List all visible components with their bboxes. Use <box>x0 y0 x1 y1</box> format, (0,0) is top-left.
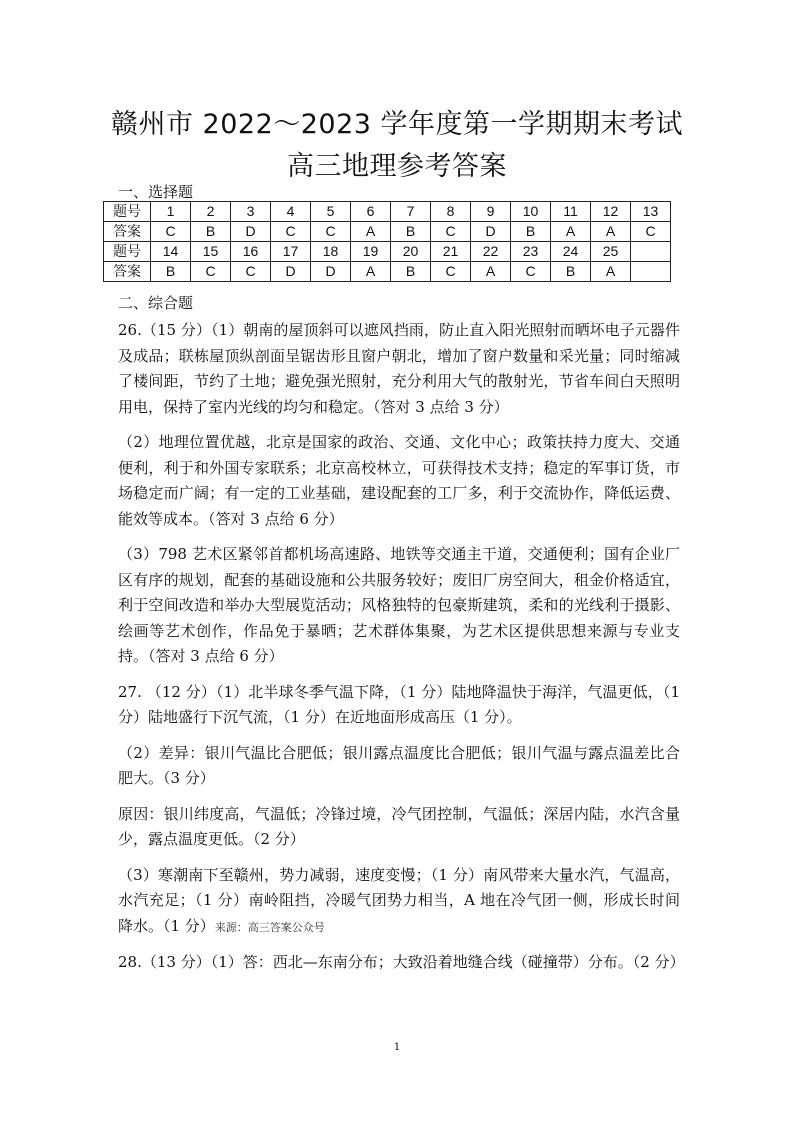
table-cell: C <box>151 222 191 242</box>
table-cell: 20 <box>391 242 431 262</box>
table-cell: B <box>511 222 551 242</box>
table-row <box>104 222 671 242</box>
table-cell: 3 <box>231 202 271 222</box>
table-cell: 7 <box>391 202 431 222</box>
table-cell: 19 <box>351 242 391 262</box>
table-cell: A <box>471 262 511 282</box>
table-cell: 18 <box>311 242 351 262</box>
answer-q27-part3 <box>118 863 680 941</box>
table-cell: 11 <box>551 202 591 222</box>
table-cell: 13 <box>631 202 671 222</box>
table-cell: 8 <box>431 202 471 222</box>
table-cell <box>631 242 671 262</box>
table-cell: D <box>231 222 271 242</box>
table-cell: B <box>151 262 191 282</box>
table-cell: 16 <box>231 242 271 262</box>
section-heading-comprehensive: 二、综合题 <box>118 294 194 312</box>
table-cell: B <box>391 262 431 282</box>
answer-q26-part1: 26.（15 分）（1）朝南的屋顶斜可以遮风挡雨，防止直入阳光照射而晒坏电子元器件及成品；联栋屋顶纵剖面呈锯齿形且窗户朝北，增加了窗户数量和采光量；同时缩减了楼间距，节约了土地；避免强光照射，充分利用大气的散射光，节省车间白天照明用电，保持了室内光线的均匀和稳定。（答对 3 点给 3 分） <box>118 321 680 416</box>
section-heading-choice: 一、选择题 <box>118 183 194 201</box>
table-cell: 1 <box>151 202 191 222</box>
table-cell: D <box>271 262 311 282</box>
table-cell <box>631 262 671 282</box>
table-cell: A <box>551 222 591 242</box>
row-header: 题号 <box>104 242 151 262</box>
table-cell: A <box>351 222 391 242</box>
table-cell: 15 <box>191 242 231 262</box>
table-cell: D <box>471 222 511 242</box>
table-cell: 12 <box>591 202 631 222</box>
row-header: 答案 <box>104 222 151 242</box>
table-cell: 10 <box>511 202 551 222</box>
answer-key-title: 高三地理参考答案 <box>287 151 507 182</box>
table-cell: 24 <box>551 242 591 262</box>
table-cell: D <box>311 262 351 282</box>
table-cell: 5 <box>311 202 351 222</box>
table-cell: A <box>591 262 631 282</box>
answer-q26-part2: （2）地理位置优越，北京是国家的政治、交通、文化中心；政策扶持力度大、交通便利，利于和外国专家联系；北京高校林立，可获得技术支持；稳定的军事订货，市场稳定而广阔；有一定的工业基础，建设配套的工厂多，利于交流协作，降低运费、能效等成本。（答对 3 点给 6 分） <box>118 433 680 528</box>
table-row <box>104 202 671 222</box>
exam-title: 赣州市 2022～2023 学年度第一学期期末考试 <box>110 109 684 140</box>
answer-q27-part2-reason: 原因：银川纬度高，气温低；冷锋过境，冷气团控制，气温低；深居内陆，水汽含量少，露点温度更低。（2 分） <box>118 804 680 848</box>
table-cell: C <box>231 262 271 282</box>
source-note: 来源：高三答案公众号 <box>214 920 325 934</box>
answer-q27-part1: 27. （12 分）（1）北半球冬季气温下降，（1 分）陆地降温快于海洋，气温更低，（1 分）陆地盛行下沉气流，（1 分）在近地面形成高压（1 分）。 <box>118 682 680 726</box>
answer-q26-part3: （3）798 艺术区紧邻首都机场高速路、地铁等交通主干道，交通便利；国有企业厂区有序的规划，配套的基础设施和公共服务较好；废旧厂房空间大，租金价格适宜，利于空间改造和举办大型展览活动；风格独特的包豪斯建筑，柔和的光线利于摄影、绘画等艺术创作，作品免于暴晒；艺术群体集聚，为艺术区提供思想来源与专业支持。（答对 3 点给 6 分） <box>118 545 680 665</box>
table-cell: 14 <box>151 242 191 262</box>
table-cell: B <box>551 262 591 282</box>
table-cell: A <box>591 222 631 242</box>
table-cell: C <box>431 262 471 282</box>
table-cell: 21 <box>431 242 471 262</box>
table-cell: 2 <box>191 202 231 222</box>
table-cell: C <box>511 262 551 282</box>
answer-q27-part2-diff: （2）差异：银川气温比合肥低；银川露点温度比合肥低；银川气温与露点温差比合肥大。（3 分） <box>118 743 680 787</box>
row-header: 题号 <box>104 202 151 222</box>
table-cell: C <box>631 222 671 242</box>
table-cell: B <box>391 222 431 242</box>
table-cell: C <box>311 222 351 242</box>
table-cell: 4 <box>271 202 311 222</box>
table-row <box>104 262 671 282</box>
table-cell: A <box>351 262 391 282</box>
table-cell: 6 <box>351 202 391 222</box>
table-cell: C <box>431 222 471 242</box>
table-cell: 9 <box>471 202 511 222</box>
answer-q28-part1: 28.（13 分）（1）答：西北—东南分布；大致沿着地缝合线（碰撞带）分布。（2 分） <box>118 953 685 971</box>
answer-content <box>118 318 685 986</box>
table-cell: B <box>191 222 231 242</box>
table-cell: 25 <box>591 242 631 262</box>
table-cell: 17 <box>271 242 311 262</box>
table-cell: C <box>271 222 311 242</box>
answer-table <box>103 201 671 282</box>
answer-q27-part3-text: （3）寒潮南下至赣州，势力减弱，速度变慢；（1 分）南风带来大量水汽，气温高，水汽充足；（1 分）南岭阻挡，冷暖气团势力相当，A 地在冷气团一侧，形成长时间降水。（1 分） <box>118 865 680 935</box>
row-header: 答案 <box>104 262 151 282</box>
table-cell: 22 <box>471 242 511 262</box>
table-cell: 23 <box>511 242 551 262</box>
table-row <box>104 242 671 262</box>
table-cell: C <box>191 262 231 282</box>
page-number: 1 <box>393 1042 401 1053</box>
